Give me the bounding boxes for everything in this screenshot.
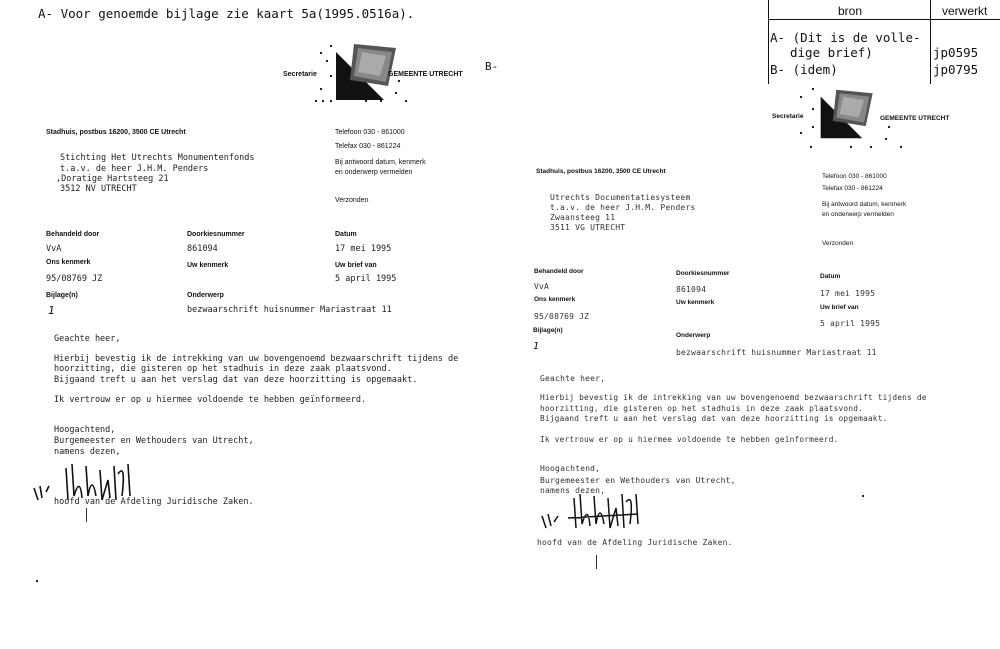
behandeld-door-label: Behandeld door bbox=[46, 231, 100, 238]
body-line: hoorzitting, die gisteren op het stadhuis in deze zaak plaatsvond. bbox=[540, 404, 864, 413]
recipient-line: t.a.v. de heer J.H.M. Penders bbox=[550, 203, 696, 212]
secretarie-label: Secretarie bbox=[772, 113, 804, 120]
telefax: Telefax 030 - 861224 bbox=[822, 185, 883, 192]
doorkiesnummer: 861094 bbox=[187, 244, 218, 254]
gemeente-logo-icon bbox=[820, 88, 882, 140]
salutation: Geachte heer, bbox=[54, 334, 121, 344]
bron-row-a-2: dige brief) bbox=[790, 45, 873, 60]
onderwerp-label: Onderwerp bbox=[676, 332, 711, 339]
gemeente-label: GEMEENTE UTRECHT bbox=[880, 115, 950, 122]
recipient-line: ,Doratige Hartsteeg 21 bbox=[56, 174, 169, 184]
salutation: Geachte heer, bbox=[540, 374, 606, 383]
body-line: Bijgaand treft u aan het verslag dat van deze hoorzitting is opgemaakt. bbox=[54, 375, 418, 385]
bron-row-b-code: jp0795 bbox=[933, 62, 979, 77]
closing-line: Burgemeester en Wethouders van Utrecht, bbox=[54, 436, 254, 446]
bij-antwoord-2: en onderwerp vermelden bbox=[822, 211, 894, 218]
closing-line: namens dezen, bbox=[540, 486, 606, 495]
bij-antwoord-1: Bij antwoord datum, kenmerk bbox=[335, 159, 426, 166]
signature-b bbox=[538, 488, 648, 538]
doorkiesnummer-label: Doorkiesnummer bbox=[187, 231, 245, 238]
onderwerp: bezwaarschrift huisnummer Mariastraat 11 bbox=[676, 348, 877, 357]
uw-brief-label: Uw brief van bbox=[335, 262, 377, 269]
address-line: Stadhuis, postbus 16200, 3500 CE Utrecht bbox=[46, 129, 186, 136]
body-line: Hierbij bevestig ik de intrekking van uw bovengenoemd bezwaarschrift tijdens de bbox=[540, 393, 927, 402]
closing-line: Hoogachtend, bbox=[54, 425, 116, 435]
behandeld-door: VvA bbox=[534, 282, 550, 291]
body-line: Hierbij bevestig ik de intrekking van uw bovengenoemd bezwaarschrift tijdens de bbox=[54, 354, 459, 364]
verzonden-label: Verzonden bbox=[335, 197, 369, 204]
telefoon: Telefoon 030 - 861000 bbox=[335, 129, 405, 136]
verwerkt-header: verwerkt bbox=[942, 4, 988, 18]
recipient-line: 3512 NV UTRECHT bbox=[60, 184, 137, 194]
behandeld-door: VvA bbox=[46, 244, 62, 254]
recipient-line: Zwaansteeg 11 bbox=[550, 213, 616, 222]
gemeente-label: GEMEENTE UTRECHT bbox=[388, 71, 463, 78]
datum: 17 mei 1995 bbox=[820, 289, 876, 298]
datum-label: Datum bbox=[820, 273, 841, 280]
ons-kenmerk: 95/08769 JZ bbox=[534, 312, 590, 321]
bij-antwoord-2: en onderwerp vermelden bbox=[335, 169, 413, 176]
datum: 17 mei 1995 bbox=[335, 244, 392, 254]
uw-brief: 5 april 1995 bbox=[820, 319, 881, 328]
signer: hoofd van de Afdeling Juridische Zaken. bbox=[537, 538, 733, 547]
onderwerp-label: Onderwerp bbox=[187, 292, 224, 299]
uw-brief-label: Uw brief van bbox=[820, 304, 859, 311]
trust-line: Ik vertrouw er op u hiermee voldoende te hebben geïnformeerd. bbox=[540, 435, 839, 444]
closing-line: Hoogachtend, bbox=[540, 464, 601, 473]
signer: hoofd van de Afdeling Juridische Zaken. bbox=[54, 497, 254, 507]
doorkiesnummer: 861094 bbox=[676, 285, 707, 294]
onderwerp: bezwaarschrift huisnummer Mariastraat 11 bbox=[187, 305, 392, 315]
bron-header: bron bbox=[838, 4, 863, 18]
marker-b: B- bbox=[485, 60, 499, 73]
body-line: hoorzitting, die gisteren op het stadhuis in deze zaak plaatsvond. bbox=[54, 364, 392, 374]
secretarie-label: Secretarie bbox=[283, 71, 317, 78]
bijlagen-count: 1 bbox=[533, 341, 540, 352]
recipient-line: Stichting Het Utrechts Monumentenfonds bbox=[60, 153, 255, 163]
bijlagen-label: Bijlage(n) bbox=[533, 327, 563, 334]
bij-antwoord-1: Bij antwoord datum, kenmerk bbox=[822, 201, 907, 208]
verzonden-label: Verzonden bbox=[822, 240, 854, 247]
closing-line: namens dezen, bbox=[54, 447, 121, 457]
bron-row-b: B- (idem) bbox=[770, 62, 838, 77]
trust-line: Ik vertrouw er op u hiermee voldoende te hebben geïnformeerd. bbox=[54, 395, 367, 405]
bijlagen-label: Bijlage(n) bbox=[46, 292, 78, 299]
closing-line: Burgemeester en Wethouders van Utrecht, bbox=[540, 476, 736, 485]
body-line: Bijgaand treft u aan het verslag dat van deze hoorzitting is opgemaakt. bbox=[540, 414, 888, 423]
doorkiesnummer-label: Doorkiesnummer bbox=[676, 270, 730, 277]
telefoon: Telefoon 030 - 861000 bbox=[822, 173, 887, 180]
uw-brief: 5 april 1995 bbox=[335, 274, 397, 284]
recipient-line: t.a.v. de heer J.H.M. Penders bbox=[60, 164, 209, 174]
datum-label: Datum bbox=[335, 231, 357, 238]
address-line: Stadhuis, postbus 16200, 3500 CE Utrecht bbox=[536, 168, 666, 175]
uw-kenmerk-label: Uw kenmerk bbox=[676, 299, 715, 306]
recipient-line: 3511 VG UTRECHT bbox=[550, 223, 626, 232]
ons-kenmerk-label: Ons kenmerk bbox=[46, 259, 91, 266]
bron-row-a-1: A- (Dit is de volle- bbox=[770, 30, 921, 45]
ons-kenmerk-label: Ons kenmerk bbox=[534, 296, 576, 303]
ons-kenmerk: 95/08769 JZ bbox=[46, 274, 103, 284]
signature-a bbox=[30, 456, 140, 516]
bron-row-a-code: jp0595 bbox=[933, 45, 979, 60]
kaart-note: A- Voor genoemde bijlage zie kaart 5a(1995.0516a). bbox=[38, 6, 415, 21]
telefax: Telefax 030 - 861224 bbox=[335, 143, 401, 150]
uw-kenmerk-label: Uw kenmerk bbox=[187, 262, 229, 269]
recipient-line: Utrechts Documentatiesysteem bbox=[550, 193, 691, 202]
behandeld-door-label: Behandeld door bbox=[534, 268, 584, 275]
bijlagen-count: 1 bbox=[48, 304, 55, 317]
